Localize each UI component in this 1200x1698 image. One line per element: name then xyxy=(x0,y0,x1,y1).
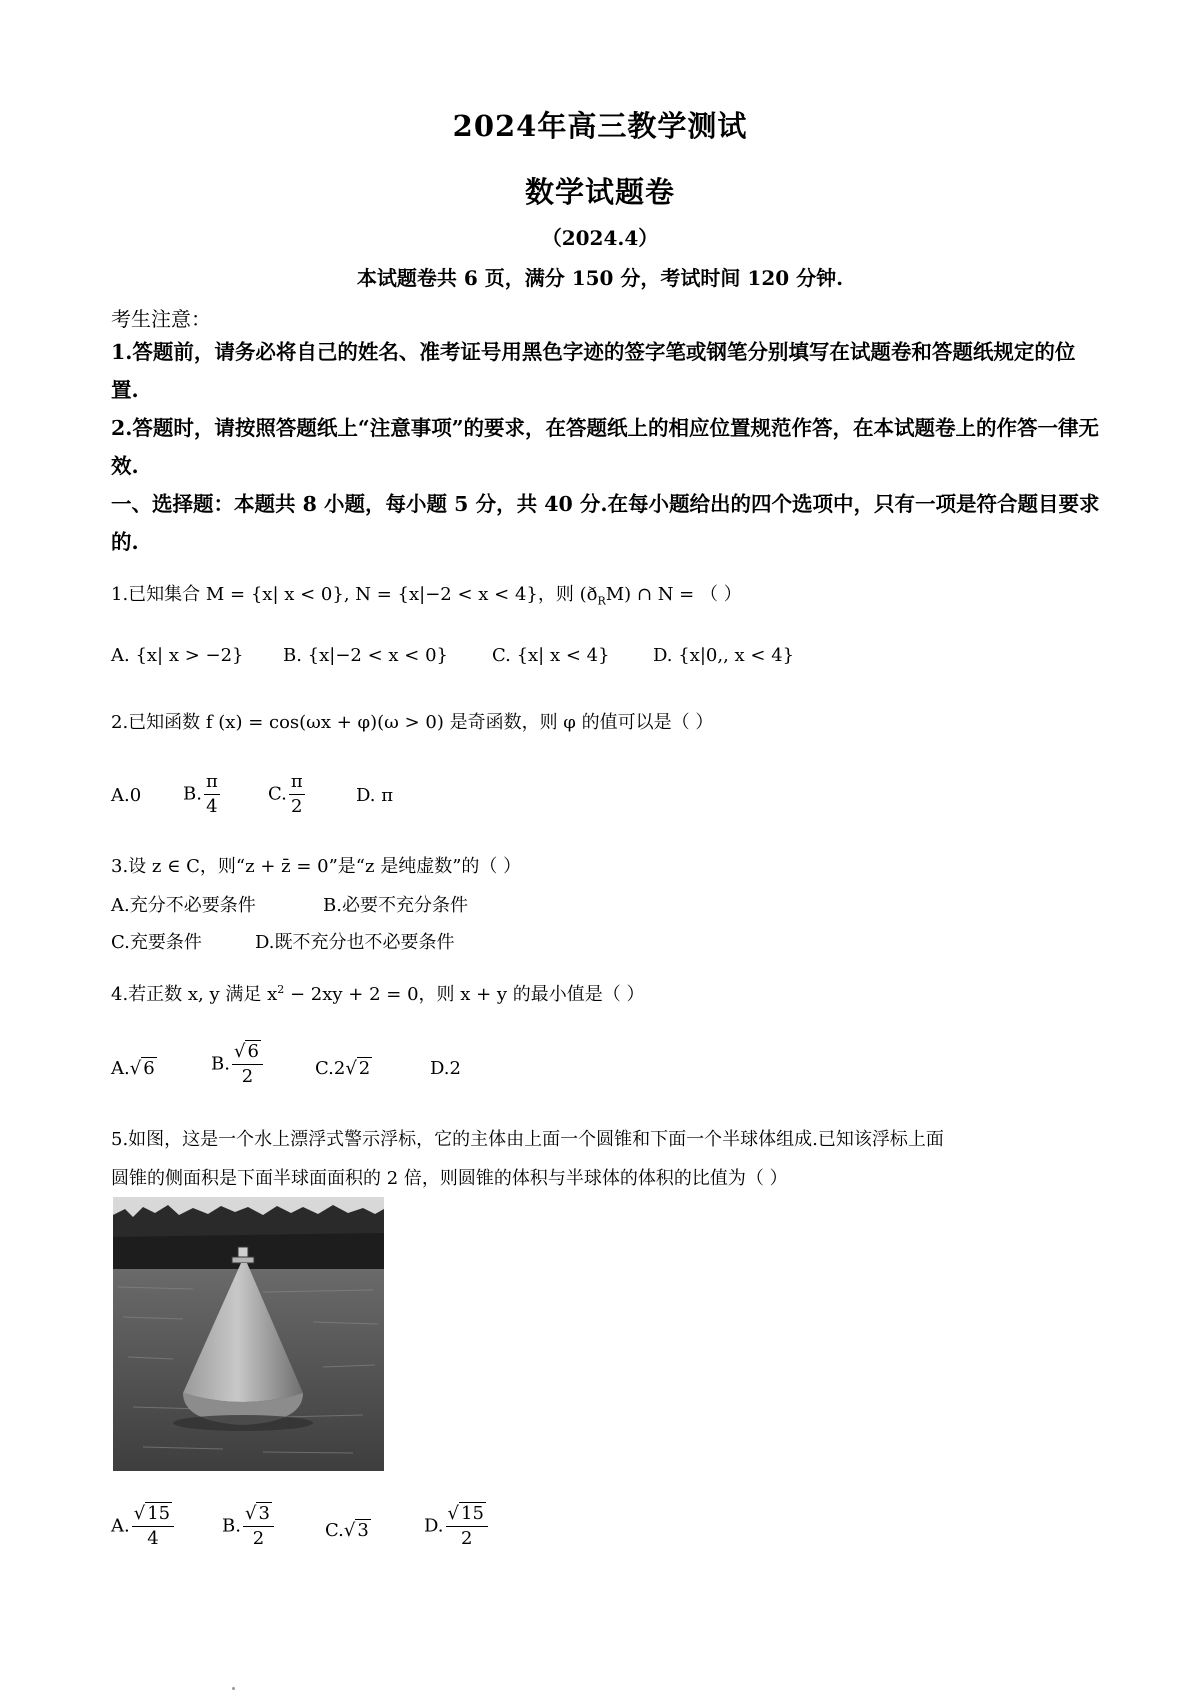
exam-title: 2024年高三教学测试 xyxy=(452,109,748,143)
fraction: $\frac{√ 15}{4}$ xyxy=(132,1502,174,1551)
exam-subtitle: 数学试题卷 xyxy=(524,175,675,209)
fraction: $\frac{√ 3}{2}$ xyxy=(243,1502,274,1551)
question-5-stem-line-1: 5.如图，这是一个水上漂浮式警示浮标，它的主体由上面一个圆锥和下面一个半球体组成.已知该浮标上面 xyxy=(111,1129,944,1150)
question-5-stem-line-2: 圆锥的侧面积是下面半球面面积的 2 倍，则圆锥的体积与半球体的体积的比值为（ ） xyxy=(111,1168,788,1189)
fraction: $\frac{\pi}{2}$ xyxy=(290,771,303,817)
q5-option-b: B. $\frac{√ 3}{2}$ xyxy=(222,1502,276,1551)
q3-option-a: A.充分不必要条件 xyxy=(111,895,256,916)
q5-option-d: D. $\frac{√ 15}{2}$ xyxy=(424,1502,490,1551)
q1-option-a: A. {x| x > −2} xyxy=(111,645,244,666)
notice-heading: 考生注意： xyxy=(111,307,211,331)
q1-option-c: C. {x| x < 4} xyxy=(492,645,610,666)
q4-option-b: B. $\frac{√ 6}{2}$ xyxy=(211,1040,265,1089)
buoy-photo-icon xyxy=(113,1197,384,1471)
page-mark xyxy=(232,1687,235,1690)
q3-option-d: D.既不充分也不必要条件 xyxy=(255,932,455,953)
q4-option-d: D.2 xyxy=(430,1058,461,1079)
q5-option-c: C.√ 3 xyxy=(325,1520,369,1541)
q5-option-a: A. $\frac{√ 15}{4}$ xyxy=(111,1502,176,1551)
question-4-stem: 4.若正数 x, y 满足 $x^2 - 2xy + 2 = 0$，则 x + y 的最小值是（ ） xyxy=(111,983,645,1005)
notice-item-2: 2.答题时，请按照答题纸上“注意事项”的要求，在答题纸上的相应位置规范作答，在本试题卷上的作答一律无效. xyxy=(111,416,1099,478)
fraction: $\frac{\pi}{4}$ xyxy=(205,771,218,817)
q3-option-c: C.充要条件 xyxy=(111,932,202,953)
q1-option-b: B. {x|−2 < x < 0} xyxy=(283,645,448,666)
exam-date: （2024.4） xyxy=(541,226,659,250)
fraction: $\frac{√ 15}{2}$ xyxy=(446,1502,488,1551)
fraction: $\frac{√ 6}{2}$ xyxy=(232,1040,263,1089)
exam-info: 本试题卷共 6 页，满分 150 分，考试时间 120 分钟. xyxy=(356,266,844,290)
q2-option-a: A.0 xyxy=(111,785,142,806)
section-heading: 一、选择题：本题共 8 小题，每小题 5 分，共 40 分.在每小题给出的四个选项中，只有一项是符合题目要求的. xyxy=(111,492,1100,554)
q4-option-c: C.2√ 2 xyxy=(315,1058,371,1079)
question-3-stem: 3.设 z ∈ C，则“z + z̄ = 0”是“z 是纯虚数”的（ ） xyxy=(111,856,522,877)
q2-option-b: B. $\frac{\pi}{4}$ xyxy=(183,771,218,817)
q2-option-d: D. π xyxy=(356,785,394,806)
q3-option-b: B.必要不充分条件 xyxy=(323,895,468,916)
question-2-stem: 2.已知函数 f (x) = cos(ωx + φ)(ω > 0) 是奇函数，则 φ 的值可以是（ ） xyxy=(111,712,714,733)
q1-option-d: D. {x|0,, x < 4} xyxy=(653,645,795,666)
notice-item-1: 1.答题前，请务必将自己的姓名、准考证号用黑色字迹的签字笔或钢笔分别填写在试题卷和答题纸规定的位置. xyxy=(111,340,1076,402)
q2-option-c: C. $\frac{\pi}{2}$ xyxy=(268,771,303,817)
q4-option-a: A.√ 6 xyxy=(111,1058,155,1079)
question-1-stem: 1.已知集合 M = {x| x < 0}, N = {x|−2 < x < 4}，则 $(ð_RM)$ ∩ N = （ ） xyxy=(111,584,742,608)
